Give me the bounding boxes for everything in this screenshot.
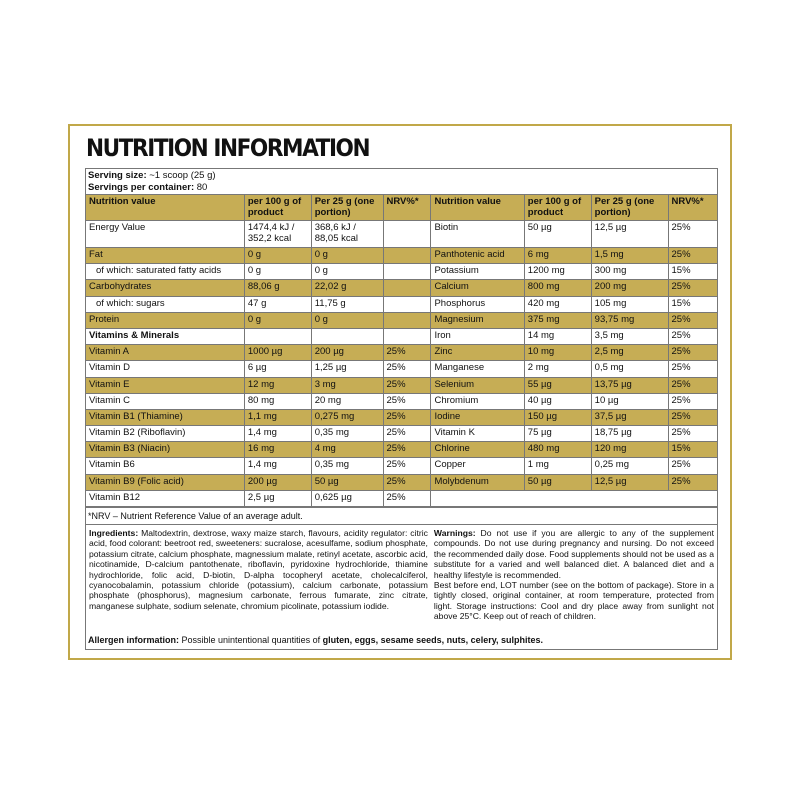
column-header: Nutrition value: [86, 195, 244, 221]
nutrient-amount: 480 mg: [524, 442, 591, 458]
column-header: NRV%*: [383, 195, 431, 221]
table-row: [86, 361, 431, 377]
nutrient-name: Vitamins & Minerals: [86, 328, 244, 344]
nutrient-amount: 3,5 mg: [591, 328, 668, 344]
table-row: [86, 474, 431, 490]
nutrient-amount: 1,4 mg: [244, 458, 311, 474]
nutrient-amount: 47 g: [244, 296, 311, 312]
nutrient-amount: 300 mg: [591, 264, 668, 280]
right-nutrition-table: [431, 195, 717, 507]
table-row: [431, 426, 717, 442]
nutrient-name: Manganese: [431, 361, 524, 377]
nutrient-name: Phosphorus: [431, 296, 524, 312]
nutrient-amount: 2,5 mg: [591, 345, 668, 361]
nutrient-amount: 800 mg: [524, 280, 591, 296]
nutrient-amount: 200 µg: [244, 474, 311, 490]
allergen-info: [88, 635, 543, 645]
nrv-value: [383, 312, 431, 328]
nutrient-amount: 0,625 µg: [311, 490, 383, 506]
nutrient-name: Calcium: [431, 280, 524, 296]
nutrient-amount: 6 µg: [244, 361, 311, 377]
table-row: [431, 264, 717, 280]
nutrient-amount: 200 µg: [311, 345, 383, 361]
table-row: [431, 328, 717, 344]
table-row: [431, 490, 717, 506]
nrv-value: 25%: [383, 490, 431, 506]
nutrient-amount: 10 mg: [524, 345, 591, 361]
nrv-value: [383, 248, 431, 264]
nutrient-amount: 16 mg: [244, 442, 311, 458]
nutrient-amount: 375 mg: [524, 312, 591, 328]
nutrient-name: of which: sugars: [86, 296, 244, 312]
nrv-value: [383, 328, 431, 344]
nutrient-amount: 50 µg: [524, 474, 591, 490]
nrv-value: 15%: [668, 264, 717, 280]
text-columns: [86, 525, 717, 625]
nutrient-name: Chlorine: [431, 442, 524, 458]
nutrient-amount: 105 mg: [591, 296, 668, 312]
nutrient-amount: 0,25 mg: [591, 458, 668, 474]
nutrient-amount: 1,25 µg: [311, 361, 383, 377]
table-row: [86, 442, 431, 458]
nrv-value: [383, 280, 431, 296]
column-header: Per 25 g (one portion): [311, 195, 383, 221]
table-row: [86, 280, 431, 296]
column-header: Nutrition value: [431, 195, 524, 221]
nrv-value: 25%: [668, 361, 717, 377]
nutrient-amount: 1,4 mg: [244, 426, 311, 442]
nutrient-amount: 55 µg: [524, 377, 591, 393]
nutrient-name: Fat: [86, 248, 244, 264]
nutrient-name: Magnesium: [431, 312, 524, 328]
serving-size-value: ~1 scoop (25 g): [146, 170, 216, 181]
nutrient-name: Molybdenum: [431, 474, 524, 490]
nutrient-amount: 80 mg: [244, 393, 311, 409]
nutrient-name: Vitamin B3 (Niacin): [86, 442, 244, 458]
table-row: [431, 345, 717, 361]
nutrient-amount: 75 µg: [524, 426, 591, 442]
nrv-value: 25%: [668, 458, 717, 474]
table-row: [86, 490, 431, 506]
nutrient-amount: 120 mg: [591, 442, 668, 458]
nutrient-name: Vitamin B12: [86, 490, 244, 506]
nrv-footnote: *NRV – Nutrient Reference Value of an average adult.: [86, 508, 717, 525]
nutrient-name: Vitamin B6: [86, 458, 244, 474]
table-row: [86, 377, 431, 393]
nutrient-amount: 200 mg: [591, 280, 668, 296]
table-row: [431, 474, 717, 490]
table-row: [86, 296, 431, 312]
nrv-value: 25%: [383, 377, 431, 393]
nrv-value: 25%: [668, 377, 717, 393]
nutrient-amount: 18,75 µg: [591, 426, 668, 442]
table-row: [431, 393, 717, 409]
table-row: [431, 377, 717, 393]
table-row: [86, 248, 431, 264]
nutrient-amount: 0 g: [311, 312, 383, 328]
nutrient-amount: 12 mg: [244, 377, 311, 393]
nutrient-name: Vitamin B2 (Riboflavin): [86, 426, 244, 442]
nutrient-amount: 22,02 g: [311, 280, 383, 296]
table-row: [86, 458, 431, 474]
nutrient-amount: 1000 µg: [244, 345, 311, 361]
ingredients-text: Maltodextrin, dextrose, waxy maize starch, flavours, acidity regulator: citric acid, food colorant: beetroot red, sweeteners: sucralose, acesulfame, sodium phosphate, potassium citrate, calcium phosphate, magnessium malate, retinyl acetate, ascorbic acid, nicotinamide, D-calcium pantothenate, riboflavin, pyridoxine hydrochloride, thiamine hydrochloride, folic acid, D-biotin, D-alpha tocopheryl acetate, cholecalciferol, cyanocobalamin, potassium chloride (potassium), calcium carbonate, potassium phosphate (phosphorus), magnesium carbonate, ferrous fumarate, zinc citrate, manganese sulphate, sodium selenate, chromium picolinate, potassium iodide.: [89, 528, 428, 611]
servings-per-container-value: 80: [194, 182, 208, 193]
nrv-value: 15%: [668, 296, 717, 312]
table-row: [431, 221, 717, 248]
nutrient-amount: 1200 mg: [524, 264, 591, 280]
nrv-value: 25%: [668, 248, 717, 264]
nrv-value: 25%: [668, 474, 717, 490]
serving-info: [86, 169, 717, 195]
nutrient-amount: 0,275 mg: [311, 409, 383, 425]
nutrient-amount: [311, 328, 383, 344]
allergen-label: Allergen information:: [88, 635, 180, 645]
table-row: [431, 409, 717, 425]
table-row: [431, 296, 717, 312]
nutrient-amount: 12,5 µg: [591, 221, 668, 248]
nutrient-amount: 420 mg: [524, 296, 591, 312]
table-row: [431, 361, 717, 377]
nutrient-amount: 368,6 kJ / 88,05 kcal: [311, 221, 383, 248]
table-row: [86, 409, 431, 425]
table-row: [86, 426, 431, 442]
page-title: NUTRITION INFORMATION: [86, 134, 370, 162]
nutrient-name: Energy Value: [86, 221, 244, 248]
column-header: NRV%*: [668, 195, 717, 221]
left-nutrition-table: [86, 195, 431, 507]
table-row: [86, 312, 431, 328]
nrv-value: 25%: [668, 328, 717, 344]
nutrient-amount: 20 mg: [311, 393, 383, 409]
nutrient-amount: 0 g: [311, 264, 383, 280]
nutrient-amount: 0,5 mg: [591, 361, 668, 377]
nutrient-name: Carbohydrates: [86, 280, 244, 296]
nutrient-amount: 14 mg: [524, 328, 591, 344]
nutrient-name: Potassium: [431, 264, 524, 280]
nutrient-name: Vitamin D: [86, 361, 244, 377]
nutrient-amount: 6 mg: [524, 248, 591, 264]
warnings-text: Do not use if you are allergic to any of the supplement compounds. Do not use during pregnancy and nursing. Do not exceed the recommended daily dose. Food supplements should not be used as a substitute for a varied and well balanced diet. A balanced diet and a healthy lifestyle is recommended.: [433, 528, 714, 580]
table-row: [86, 221, 431, 248]
ingredients-block: [86, 525, 431, 625]
table-row: [431, 248, 717, 264]
nutrient-amount: 93,75 mg: [591, 312, 668, 328]
table-row: [431, 312, 717, 328]
nutrient-amount: 0,35 mg: [311, 426, 383, 442]
warnings-label: Warnings:: [433, 528, 476, 538]
nrv-value: 25%: [668, 393, 717, 409]
column-header: per 100 g of product: [524, 195, 591, 221]
nrv-value: 25%: [383, 393, 431, 409]
column-header: per 100 g of product: [244, 195, 311, 221]
nutrition-table-frame: [85, 168, 718, 650]
nutrient-amount: 0,35 mg: [311, 458, 383, 474]
nrv-value: 25%: [383, 426, 431, 442]
nutrient-name: Vitamin E: [86, 377, 244, 393]
nutrient-name: Iron: [431, 328, 524, 344]
nutrient-name: Panthotenic acid: [431, 248, 524, 264]
nutrient-name: Zinc: [431, 345, 524, 361]
nutrient-name: Vitamin K: [431, 426, 524, 442]
allergen-items: gluten, eggs, sesame seeds, nuts, celery, sulphites.: [322, 635, 544, 645]
nutrient-amount: [244, 328, 311, 344]
table-row: [86, 328, 431, 344]
nrv-value: 25%: [383, 474, 431, 490]
nutrient-amount: 1 mg: [524, 458, 591, 474]
nutrient-amount: 50 µg: [524, 221, 591, 248]
nutrient-name: Selenium: [431, 377, 524, 393]
nutrition-tables: [86, 195, 717, 508]
empty-cell: [431, 490, 717, 506]
nutrient-name: Vitamin C: [86, 393, 244, 409]
nutrient-amount: 1474,4 kJ / 352,2 kcal: [244, 221, 311, 248]
nrv-value: 25%: [383, 442, 431, 458]
nutrient-amount: 13,75 µg: [591, 377, 668, 393]
nutrient-amount: 37,5 µg: [591, 409, 668, 425]
nrv-value: [383, 264, 431, 280]
allergen-text: Possible unintentional quantities of: [179, 635, 323, 645]
nutrient-amount: 0 g: [244, 312, 311, 328]
ingredients-label: Ingredients:: [89, 528, 139, 538]
nutrient-amount: 1,1 mg: [244, 409, 311, 425]
serving-size-label: Serving size:: [88, 170, 147, 181]
servings-per-container-label: Servings per container:: [88, 182, 195, 193]
nrv-value: 25%: [668, 221, 717, 248]
nutrient-name: Chromium: [431, 393, 524, 409]
column-header: Per 25 g (one portion): [591, 195, 668, 221]
nutrient-amount: 11,75 g: [311, 296, 383, 312]
table-row: [431, 442, 717, 458]
nutrient-amount: 12,5 µg: [591, 474, 668, 490]
table-row: [86, 264, 431, 280]
nutrient-amount: 2 mg: [524, 361, 591, 377]
nutrient-amount: 40 µg: [524, 393, 591, 409]
nrv-value: [383, 221, 431, 248]
table-row: [431, 458, 717, 474]
nutrient-amount: 4 mg: [311, 442, 383, 458]
nutrient-amount: 10 µg: [591, 393, 668, 409]
nutrient-amount: 1,5 mg: [591, 248, 668, 264]
nutrition-panel: [68, 124, 732, 660]
nutrient-name: Vitamin B1 (Thiamine): [86, 409, 244, 425]
nutrient-amount: 2,5 µg: [244, 490, 311, 506]
table-row: [86, 393, 431, 409]
nutrient-name: Protein: [86, 312, 244, 328]
nrv-value: 25%: [668, 409, 717, 425]
nutrient-name: of which: saturated fatty acids: [86, 264, 244, 280]
nrv-value: 25%: [383, 409, 431, 425]
nrv-value: 25%: [668, 312, 717, 328]
nutrient-amount: 150 µg: [524, 409, 591, 425]
nutrient-name: Iodine: [431, 409, 524, 425]
nrv-value: 25%: [668, 280, 717, 296]
nrv-value: 25%: [383, 361, 431, 377]
nutrient-name: Copper: [431, 458, 524, 474]
nrv-value: 25%: [383, 345, 431, 361]
nrv-value: [383, 296, 431, 312]
nutrient-amount: 0 g: [244, 264, 311, 280]
warnings-block: [431, 525, 717, 625]
nutrient-amount: 0 g: [244, 248, 311, 264]
nutrient-amount: 50 µg: [311, 474, 383, 490]
nutrient-name: Vitamin A: [86, 345, 244, 361]
table-row: [86, 345, 431, 361]
nutrient-name: Vitamin B9 (Folic acid): [86, 474, 244, 490]
nutrient-amount: 3 mg: [311, 377, 383, 393]
storage-text: Best before end, LOT number (see on the bottom of package). Store in a tightly closed, original container, at room temperature, protected from light. Storage instructions: Cool and dry place away from sunlight not above 25°C. Keep out of reach of children.: [433, 580, 714, 622]
nrv-value: 25%: [668, 426, 717, 442]
nutrient-amount: 88,06 g: [244, 280, 311, 296]
nrv-value: 25%: [383, 458, 431, 474]
nutrient-name: Biotin: [431, 221, 524, 248]
nutrient-amount: 0 g: [311, 248, 383, 264]
table-row: [431, 280, 717, 296]
nrv-value: 15%: [668, 442, 717, 458]
nrv-value: 25%: [668, 345, 717, 361]
